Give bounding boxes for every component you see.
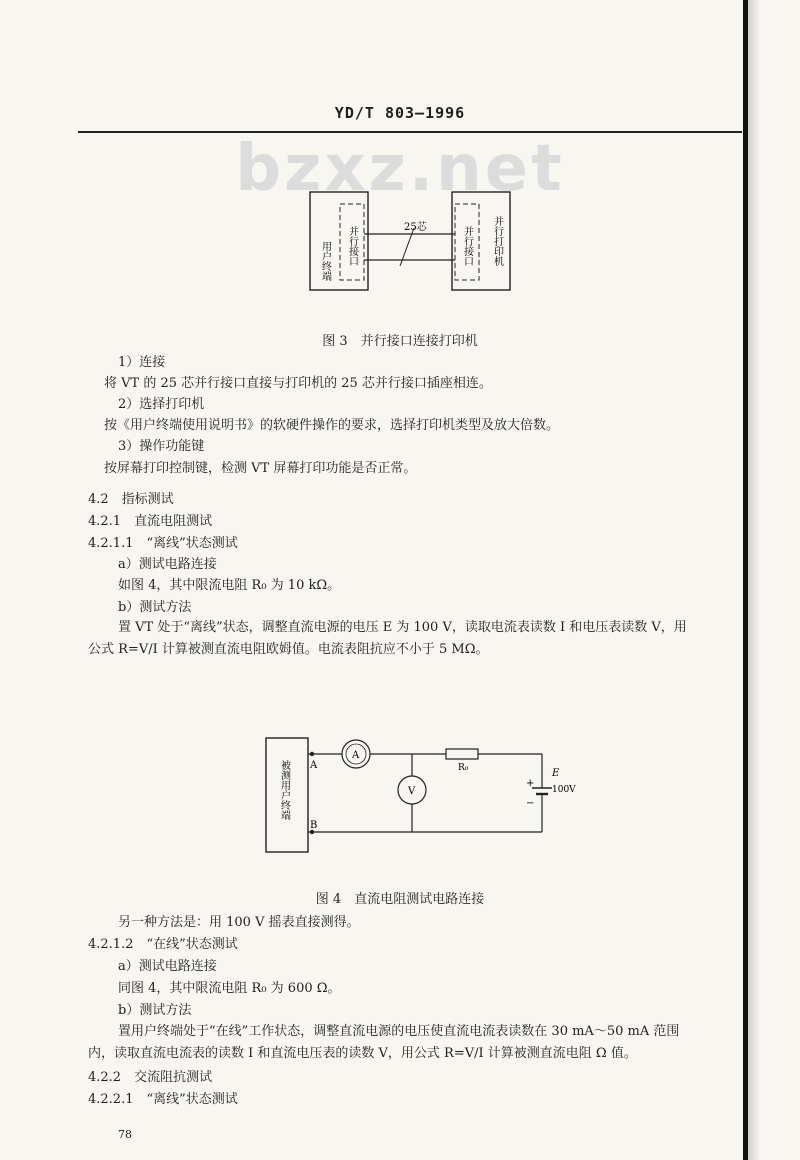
step-1-heading: 1）连接: [118, 355, 166, 370]
page-edge-shadow: [746, 0, 760, 1160]
printer-label: 并行打印机: [491, 216, 503, 266]
step-2-text: 按《用户终端使用说明书》的软硬件操作的要求，选择打印机类型及放大倍数。: [104, 418, 560, 433]
right-port-label: 并行接口: [461, 226, 473, 266]
node-a-dot: [310, 752, 314, 756]
node-b-label: B: [310, 820, 318, 831]
online-sub-b-text-1: 置用户终端处于“在线”工作状态，调整直流电源的电压使直流电流表读数在 30 mA～50 mA 范围: [118, 1024, 680, 1039]
step-3-text: 按屏幕打印控制键，检测 VT 屏幕打印功能是否正常。: [104, 461, 417, 476]
step-1-text: 将 VT 的 25 芯并行接口直接与打印机的 25 芯并行接口插座相连。: [104, 376, 492, 391]
figure-4-caption: 图 4 直流电阻测试电路连接: [315, 892, 485, 907]
sub-b-text-1: 置 VT 处于“离线”状态，调整直流电源的电压 E 为 100 V，读取电流表读数 I 和电压表读数 V，用: [118, 620, 687, 635]
left-port-label: 并行接口: [346, 226, 358, 266]
step-3-heading: 3）操作功能键: [118, 439, 205, 454]
section-4-2-2-1-heading: 4.2.2.1 “离线”状态测试: [88, 1092, 238, 1107]
page-header: YD/T 803—1996: [334, 104, 466, 122]
user-terminal-label: 用户终端: [319, 241, 331, 281]
sub-b-heading: b）测试方法: [118, 600, 192, 615]
resistor-label: R₀: [458, 763, 469, 773]
section-4-2-2-heading: 4.2.2 交流阻抗测试: [88, 1070, 213, 1085]
section-4-2-heading: 4.2 指标测试: [88, 492, 174, 507]
figure-4-diagram: [260, 730, 590, 860]
ammeter-label: A: [352, 750, 360, 761]
section-4-2-1-2-heading: 4.2.1.2 “在线”状态测试: [88, 937, 238, 952]
step-2-heading: 2）选择打印机: [118, 397, 205, 412]
page-edge-line: [743, 0, 748, 1160]
figure-3-diagram: [300, 186, 530, 296]
battery-plus: +: [526, 778, 535, 789]
page-number: 78: [118, 1128, 132, 1141]
cable-label: 25芯: [404, 222, 427, 233]
alt-method-text: 另一种方法是：用 100 V 摇表直接测得。: [118, 915, 360, 930]
sub-a-heading: a）测试电路连接: [118, 557, 217, 572]
section-4-2-1-heading: 4.2.1 直流电阻测试: [88, 514, 213, 529]
sub-b-text-2: 公式 R=V/I 计算被测直流电阻欧姆值。电流表阻抗应不小于 5 MΩ。: [88, 642, 489, 657]
device-under-test-label: 被测用户终端: [278, 760, 290, 820]
online-sub-a-text: 同图 4，其中限流电阻 R₀ 为 600 Ω。: [118, 981, 341, 996]
voltage-label: 100V: [552, 785, 576, 795]
online-sub-a-heading: a）测试电路连接: [118, 959, 217, 974]
figure-3-caption: 图 3 并行接口连接打印机: [322, 334, 478, 349]
section-4-2-1-1-heading: 4.2.1.1 “离线”状态测试: [88, 536, 238, 551]
resistor-r0: [446, 749, 478, 759]
voltmeter-label: V: [408, 786, 416, 797]
online-sub-b-heading: b）测试方法: [118, 1003, 192, 1018]
sub-a-text: 如图 4，其中限流电阻 R₀ 为 10 kΩ。: [118, 578, 341, 593]
watermark: bzxz.net: [235, 132, 565, 206]
online-sub-b-text-2: 内，读取直流电流表的读数 I 和直流电压表的读数 V，用公式 R=V/I 计算被测直流电阻 Ω 值。: [88, 1046, 637, 1061]
source-label: E: [552, 768, 560, 779]
node-a-label: A: [310, 760, 318, 771]
battery-minus: −: [526, 798, 535, 809]
